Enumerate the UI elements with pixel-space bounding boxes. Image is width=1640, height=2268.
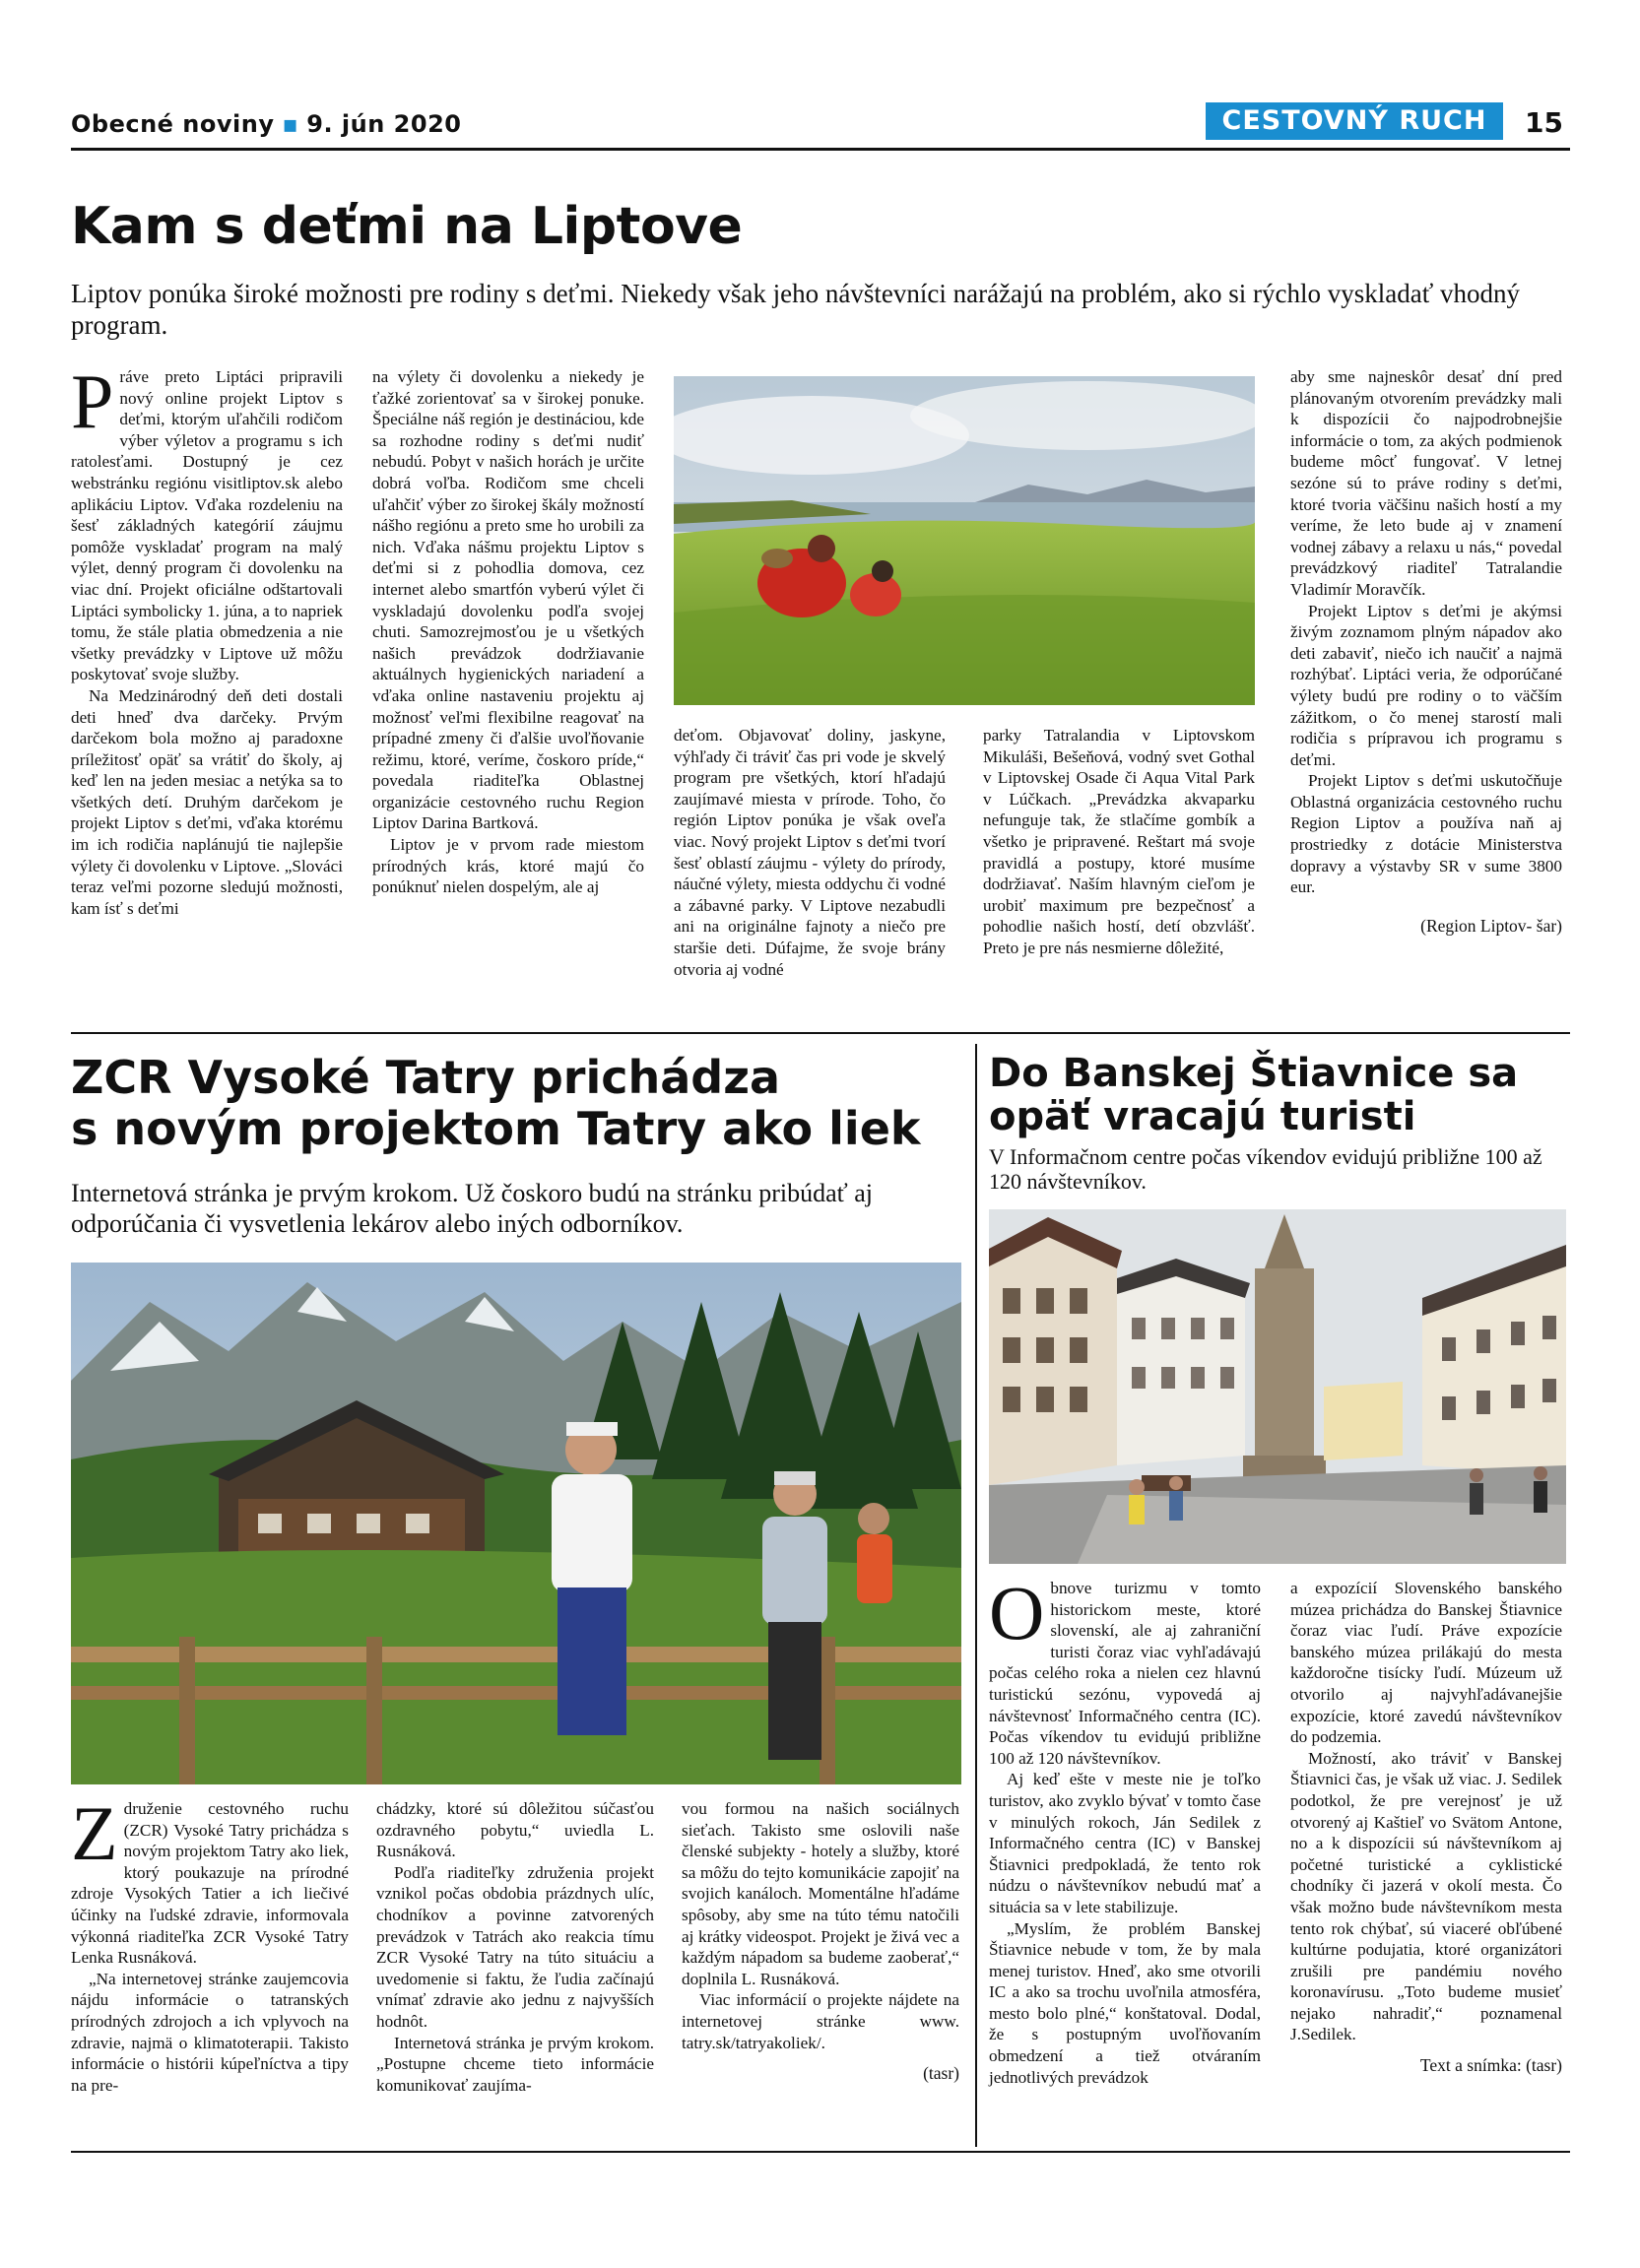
paragraph: Možností, ako tráviť v Banskej Štiavnici čas, je však už viac. J. Sedilek podotkol, že pre verejnosť je už otvorený aj Kaštieľ vo Svätom Antone, no a k dispozícii sú návštevníkom aj početné turistické a cyklistické chodníky či jazerá v okolí mesta. Čo však možno bude návštevníkom mesta tento rok chýbať, sú viaceré obľúbené kultúrne podujatia, ktoré organizátori zrušili pre pandémiu nového koronavírusu. „Toto budeme musieť nejako nahradiť,“ poznamenal J.Sedilek.	[1290, 1748, 1562, 2044]
article3-title	[989, 1052, 1518, 1138]
paragraph: parky Tatralandia v Liptovskom Mikuláši, Bešeňová, vodný svet Gothal v Liptovskej Osade či Aqua Vital Park v Lúčkach. „Prevádzka akvaparku nefunguje tak, že stlačíme gombík a všetko je pripravené. Reštart má svoje pravidlá a postupy, ktoré musíme dodržiavať. Naším hlavným cieľom je urobiť maximum pre bezpečnosť a pohodlie našich hostí, detí obzvlášť. Preto je pre nás nesmierne dôležité,	[983, 726, 1255, 957]
title-line: ZCR Vysoké Tatry prichádza	[71, 1051, 781, 1104]
column-divider	[975, 1044, 977, 2147]
article1-column-1	[71, 358, 343, 919]
title-line: Do Banskej Štiavnice sa	[989, 1051, 1519, 1096]
article1-column-4	[983, 725, 1255, 959]
article1-lead: Liptov ponúka široké možnosti pre rodiny s deťmi. Niekedy však jeho návštevníci narážajú na problém, ako si rýchlo vyskladať vhodný program.	[71, 279, 1520, 340]
paragraph: „Na internetovej stránke zaujemcovia nájdu informácie o tatranských prírodných zdrojoch a ich vplyvoch na zdravie, najmä o klimatoterapii. Takisto informácie o histórii kúpeľníctva a tipy na pre-	[71, 1969, 349, 2095]
paragraph: chádzky, ktoré sú dôležitou súčasťou ozdravného pobytu,“ uviedla L. Rusnáková.	[376, 1799, 654, 1861]
drop-cap: O	[989, 1570, 1045, 1655]
paragraph: aby sme najneskôr desať dní pred plánovaným otvorením prevádzky mali k dispozícii čo najpodrobnejšie informácie o tom, za akých podmienok budeme môcť fungovať. V letnej sezóne sú to práve rodiny s deťmi, ktoré tvoria väčšinu našich hostí a my veríme, že leto bude aj v znamení vodnej zábavy a relaxu u nás,“ povedal prevádzkový riaditeľ Tatralandie Vladimír Moravčík.	[1290, 367, 1562, 599]
drop-cap: P	[71, 358, 114, 444]
title-line: s novým projektom Tatry ako liek	[71, 1102, 921, 1155]
article2-lead: Internetová stránka je prvým krokom. Už čoskoro budú na stránku pribúdať aj odporúčania či vysvetlenia lekárov alebo iných odborníkov.	[71, 1179, 873, 1238]
article3-column-1	[989, 1570, 1261, 2088]
footer-rule	[71, 2151, 1570, 2153]
article1-column-5	[1290, 366, 1562, 937]
page-number: 15	[1525, 106, 1563, 139]
photo-tatra-hikers	[71, 1263, 961, 1784]
paragraph: druženie cestovného ruchu (ZCR) Vysoké Tatry prichádza s novým projektom Tatry ako liek, ktorý poukazuje na prírodné zdroje Vysokých Tatier a ich liečivé účinky na ľudské zdravie, informovala výkonná riaditeľka ZCR Vysoké Tatry Lenka Rusnáková.	[71, 1799, 349, 1968]
section-badge: CESTOVNÝ RUCH	[1206, 102, 1503, 140]
paragraph: Aj keď ešte v meste nie je toľko turistov, ako zvyklo bývať v tomto čase v minulých rokoch, Ján Sedilek z Informačného centra (IC) v Banskej Štiavnici predpokladá, že tento rok núdzu o návštevníkov nebudú mať a situácia sa v lete stabilizuje.	[989, 1770, 1261, 1916]
article3-lead: V Informačnom centre počas víkendov evidujú približne 100 až 120 návštevníkov.	[989, 1144, 1542, 1194]
masthead	[71, 110, 461, 138]
paragraph: bnove turizmu v tomto historickom meste, ktoré slovenskí, ale aj zahraniční turisti čoraz viac vyhľadávajú počas celého roka a nielen cez hlavnú turistickú sezónu, vypovedá aj návštevnosť Informačného centra (IC). Počas víkendov tu evidujú približne 100 až 120 návštevníkov.	[989, 1579, 1261, 1768]
paragraph: deťom. Objavovať doliny, jaskyne, výhľady či tráviť čas pri vode je skvelý program pre všetkých, ktorí hľadajú zaujímavé miesta v prírode. Toho, čo región Liptov ponúka je však oveľa viac. Nový projekt Liptov s deťmi tvorí šesť oblastí záujmu - výlety do prírody, náučné výlety, miesta oddychu či vodné a zábavné parky. V Liptove nezabudli ani na originálne fajnoty a niečo pre staršie deti. Dúfajme, že svoje brány otvoria aj vodné	[674, 726, 946, 979]
paragraph: Projekt Liptov s deťmi uskutočňuje Oblastná organizácia cestovného ruchu Region Liptov a používa naň aj prostriedky z dotácie Ministerstva dopravy a výstavby SR v sume 3800 eur.	[1290, 771, 1562, 897]
header-rule	[71, 148, 1570, 151]
photo-meadow-lake	[674, 376, 1255, 705]
article3-column-2	[1290, 1578, 1562, 2077]
article2-signature: (tasr)	[923, 2063, 959, 2084]
paragraph: Viac informácií o projekte nájdete na internetovej stránke www. tatry.sk/tatryakoliek/.	[682, 1990, 959, 2052]
paragraph: Internetová stránka je prvým krokom. „Postupne chceme tieto informácie komunikovať zaujíma-	[376, 2033, 654, 2095]
paragraph: ráve preto Liptáci pripravili nový online projekt Liptov s deťmi, ktorým uľahčili rodičom výber výletov a programu s ich ratolesťami. Dostupný je cez webstránku regiónu visitliptov.sk alebo aplikáciu Liptov. Vďaka rozdeleniu na šesť základných kategórií záujmu pomôže vyskladať program na malý výlet, denný program či dovolenku na viac dní. Projekt oficiálne odštartovali Liptáci symbolicky 1. júna, a to napriek tomu, že stále platia obmedzenia a nie všetky prevádzky v Liptove už môžu poskytovať svoje služby.	[71, 367, 343, 684]
paragraph: Podľa riaditeľky združenia projekt vznikol počas obdobia prázdnych ulíc, chodníkov a povinne zatvorených prevádzok v Tatrách ako reakcia tímu ZCR Vysoké Tatry na túto situáciu a uvedomenie si faktu, že ľudia začínajú vnímať zdravie ako jednu z najvyšších hodnôt.	[376, 1862, 654, 2031]
paragraph: a expozícií Slovenského banského múzea prichádza do Banskej Štiavnice čoraz viac ľudí. Práve expozície banského múzea prilákajú do mesta každoročne tisícky ľudí. Múzeum už otvorilo aj najvyhľadávanejšie expozície, ktoré zavedú návštevníkov do podzemia.	[1290, 1579, 1562, 1747]
article1-column-2	[372, 366, 644, 898]
article3-signature: Text a snímka: (tasr)	[1419, 2055, 1562, 2076]
photo-banska-stiavnica	[989, 1209, 1566, 1564]
article2-column-1	[71, 1790, 349, 2096]
section-rule	[71, 1032, 1570, 1034]
paragraph: Liptov je v prvom rade miestom prírodných krás, ktoré majú čo ponúknuť nielen dospelým, ale aj	[372, 835, 644, 897]
paragraph: na výlety či dovolenku a niekedy je ťažké zorientovať sa v širokej ponuke. Špeciálne náš región je destináciou, kde sa rozhodne rodiny s deťmi nudiť nebudú. Pobyt v našich horách je určite dobrá voľba. Rodičom sme chceli uľahčiť výber zo širokej škály možností nášho regiónu a preto sme ho urobili za nich. Vďaka nášmu projektu Liptov s deťmi si z pohodlia domova, cez internet alebo smartfón vyberú výlet či vyskladajú dovolenku podľa svojej chuti. Samozrejmosťou je u všetkých našich prevádzok dodržiavanie aktuálnych hygienických nariadení a vďaka online nastaveniu projektu aj možnosť veľmi flexibilne reagovať na prípadné zmeny či ďalšie uvoľňovanie režimu, ktoré, veríme, čoskoro príde,“ povedala riaditeľka Oblastnej organizácie cestovného ruchu Region Liptov Darina Bartková.	[372, 367, 644, 833]
article1-signature: (Region Liptov- šar)	[1420, 915, 1562, 936]
publication-date: 9. jún 2020	[306, 110, 462, 138]
article2-title	[71, 1052, 920, 1154]
paragraph: „Myslím, že problém Banskej Štiavnice nebude v tom, že by mala menej turistov. Hneď, ako sme otvorili IC a ako sa trochu uvoľnila atmosféra, mesto bolo plné,“ konštatoval. Dodal, že s postupným uvoľňovaním obmedzení a tiež otváraním jednotlivých prevádzok	[989, 1918, 1261, 2087]
separator-dot: ▪	[282, 110, 299, 138]
drop-cap: Z	[71, 1790, 118, 1876]
article2-column-2	[376, 1798, 654, 2096]
article1-column-3	[674, 725, 946, 980]
title-line: opäť vracajú turisti	[989, 1094, 1416, 1139]
article2-column-3	[682, 1798, 959, 2085]
paragraph: Na Medzinárodný deň deti dostali deti hneď dva darčeky. Prvým darčekom bola možno aj paradoxne príležitosť opäť sa vrátiť do školy, aj keď len na jeden mesiac a netýka sa to všetkých detí. Druhým darčekom je projekt Liptov s deťmi, vďaka ktorému im ich rodičia naplánujú tie najlepšie výlety či dovolenku v Liptove. „Slováci teraz veľmi pozorne sledujú možnosti, kam ísť s deťmi	[71, 685, 343, 918]
paragraph: Projekt Liptov s deťmi je akýmsi živým zoznamom plným nápadov ako deti zabaviť, niečo ich naučiť a najmä rozhýbať. Liptáci veria, že odporúčané výlety budú pre rodiny o to väčším zážitkom, o čo menej starostí mali rodičia s prípravou ich programu s deťmi.	[1290, 601, 1562, 769]
paragraph: vou formou na našich sociálnych sieťach. Takisto sme oslovili naše členské subjekty - hotely a služby, ktoré sa môžu do tejto komunikácie zapojiť na svojich kanáloch. Momentálne hľadáme spôsoby, aby sme na túto tému natočili aj krátky videospot. Projekt je živá vec a každým nápadom sa budeme zaoberať,“ doplnila L. Rusnáková.	[682, 1799, 959, 1988]
article1-title: Kam s deťmi na Liptove	[71, 197, 743, 256]
publication-name: Obecné noviny	[71, 110, 275, 138]
